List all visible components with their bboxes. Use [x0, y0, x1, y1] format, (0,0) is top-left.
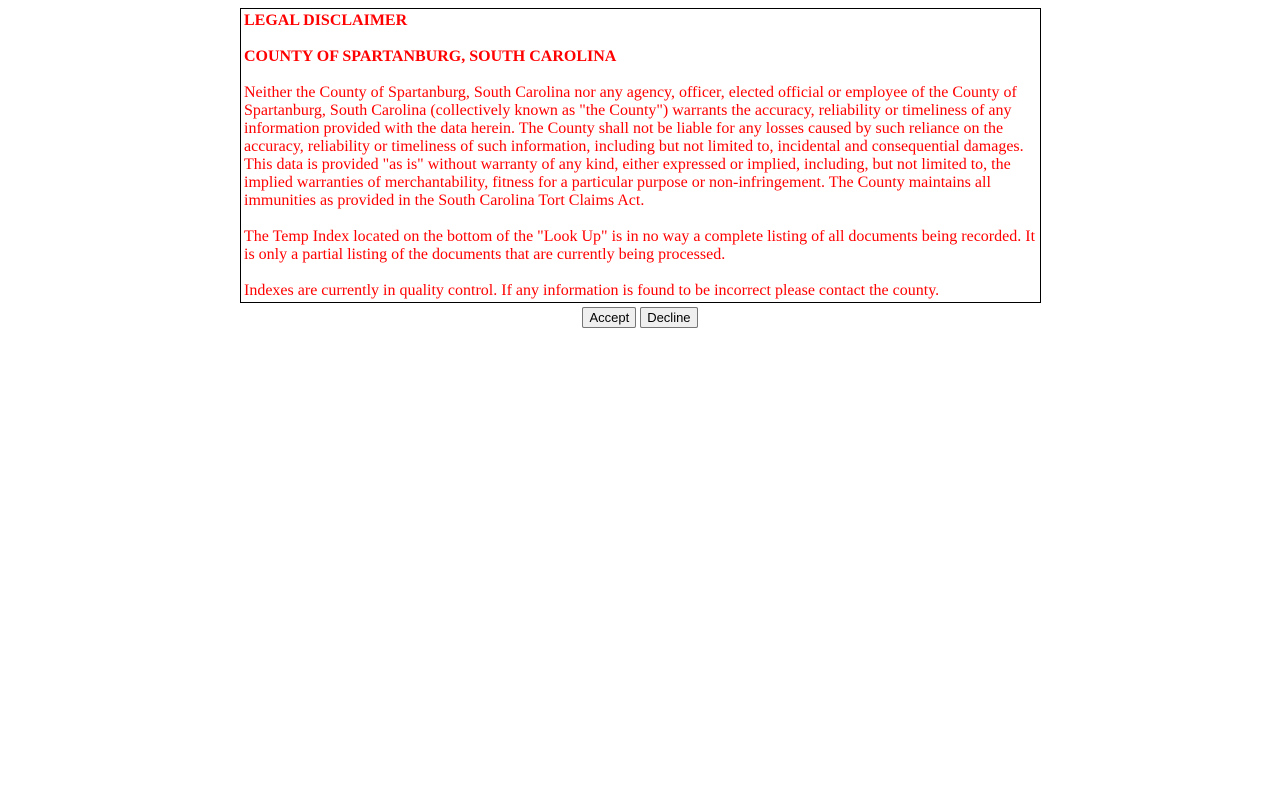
disclaimer-paragraph-temp-index: The Temp Index located on the bottom of the "Look Up" is in no way a complete listing of all documents being recorded. It is only a partial listing of the documents that are currently being processed. — [244, 228, 1036, 263]
disclaimer-title: LEGAL DISCLAIMER — [244, 12, 408, 29]
decline-button[interactable]: Decline — [640, 307, 697, 328]
button-bar — [0, 307, 1280, 328]
disclaimer-paragraph-quality-control: Indexes are currently in quality control. If any information is found to be incorrect please contact the county. — [244, 282, 940, 299]
accept-button[interactable]: Accept — [582, 307, 636, 328]
county-title: COUNTY OF SPARTANBURG, SOUTH CAROLINA — [244, 48, 617, 65]
disclaimer-paragraph-liability: Neither the County of Spartanburg, South Carolina nor any agency, officer, elected official or employee of the County of Spartanburg, South Carolina (collectively known as "the County") warrants the accuracy, reliability or timeliness of any information provided with the data herein. The County shall not be liable for any losses caused by such reliance on the accuracy, reliability or timeliness of such information, including but not limited to, incidental and consequential damages. This data is provided "as is" without warranty of any kind, either expressed or implied, including, but not limited to, the implied warranties of merchantability, fitness for a particular purpose or non-infringement. The County maintains all immunities as provided in the South Carolina Tort Claims Act. — [244, 84, 1024, 209]
disclaimer-box — [240, 8, 1041, 303]
